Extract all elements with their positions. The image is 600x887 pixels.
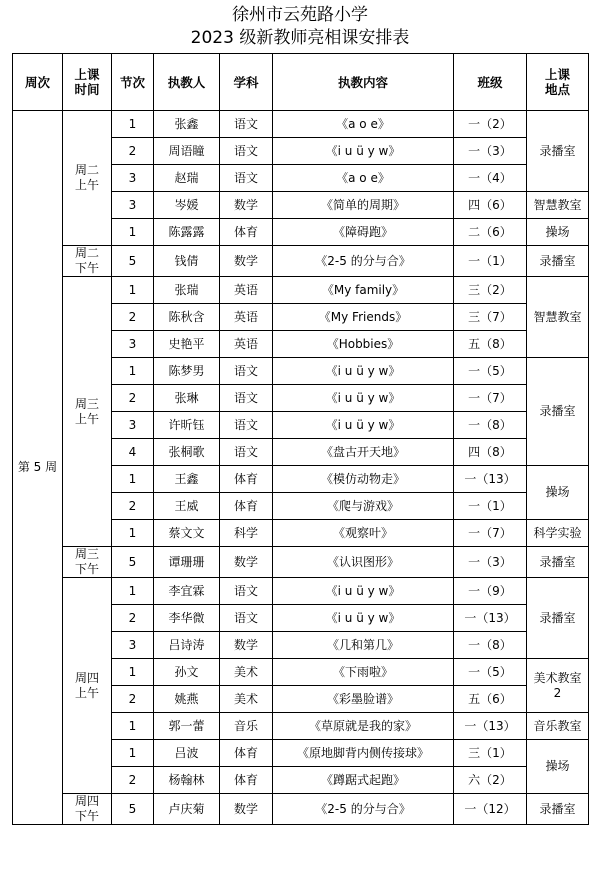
period-cell: 2 [112,138,154,165]
subject-cell: 英语 [220,277,273,304]
table-row [13,277,589,304]
content-cell: 《a o e》 [273,165,454,192]
teacher-cell: 李宜霖 [154,578,220,605]
class-cell: 一（9） [454,578,527,605]
content-cell: 《i u ü y w》 [273,412,454,439]
period-cell: 2 [112,304,154,331]
teacher-cell: 谭珊珊 [154,547,220,578]
teacher-cell: 陈梦男 [154,358,220,385]
teacher-cell: 岑媛 [154,192,220,219]
class-cell: 一（1） [454,246,527,277]
header-content: 执教内容 [273,54,454,111]
period-cell: 1 [112,466,154,493]
subject-cell: 英语 [220,304,273,331]
week-cell: 第 5 周 [13,111,63,825]
header-week: 周次 [13,54,63,111]
subject-cell: 语文 [220,412,273,439]
content-cell: 《原地脚背内侧传接球》 [273,740,454,767]
content-cell: 《几和第几》 [273,632,454,659]
content-cell: 《爬与游戏》 [273,493,454,520]
class-cell: 三（2） [454,277,527,304]
teacher-cell: 周语瞳 [154,138,220,165]
class-cell: 五（6） [454,686,527,713]
class-cell: 一（13） [454,605,527,632]
location-cell: 美术教室 2 [527,659,589,713]
location-cell: 录播室 [527,246,589,277]
period-cell: 5 [112,246,154,277]
content-cell: 《盘古开天地》 [273,439,454,466]
location-cell: 录播室 [527,578,589,659]
time-cell: 周三 上午 [63,277,112,547]
location-cell: 科学实验 [527,520,589,547]
teacher-cell: 王鑫 [154,466,220,493]
subject-cell: 数学 [220,192,273,219]
subject-cell: 语文 [220,578,273,605]
teacher-cell: 蔡文文 [154,520,220,547]
period-cell: 2 [112,767,154,794]
period-cell: 1 [112,219,154,246]
class-cell: 六（2） [454,767,527,794]
period-cell: 1 [112,659,154,686]
class-cell: 一（3） [454,547,527,578]
header-row [13,54,589,111]
teacher-cell: 张瑞 [154,277,220,304]
time-cell: 周四 上午 [63,578,112,794]
class-cell: 四（8） [454,439,527,466]
period-cell: 5 [112,794,154,825]
content-cell: 《简单的周期》 [273,192,454,219]
teacher-cell: 赵瑞 [154,165,220,192]
time-cell: 周二 下午 [63,246,112,277]
subject-cell: 语文 [220,385,273,412]
content-cell: 《草原就是我的家》 [273,713,454,740]
time-cell: 周四 下午 [63,794,112,825]
content-cell: 《Hobbies》 [273,331,454,358]
subject-cell: 美术 [220,686,273,713]
teacher-cell: 陈秋含 [154,304,220,331]
teacher-cell: 杨翰林 [154,767,220,794]
period-cell: 3 [112,192,154,219]
content-cell: 《下雨啦》 [273,659,454,686]
content-cell: 《障碍跑》 [273,219,454,246]
header-subject: 学科 [220,54,273,111]
teacher-cell: 陈露露 [154,219,220,246]
table-row [13,111,589,138]
period-cell: 1 [112,578,154,605]
period-cell: 1 [112,358,154,385]
subject-cell: 语文 [220,605,273,632]
teacher-cell: 吕诗涛 [154,632,220,659]
table-row [13,547,589,578]
location-cell: 录播室 [527,547,589,578]
content-cell: 《2-5 的分与合》 [273,794,454,825]
subject-cell: 语文 [220,165,273,192]
teacher-cell: 姚燕 [154,686,220,713]
content-cell: 《模仿动物走》 [273,466,454,493]
subject-cell: 体育 [220,493,273,520]
location-cell: 音乐教室 [527,713,589,740]
location-cell: 操场 [527,219,589,246]
period-cell: 3 [112,165,154,192]
subject-cell: 数学 [220,794,273,825]
content-cell: 《蹲踞式起跑》 [273,767,454,794]
content-cell: 《2-5 的分与合》 [273,246,454,277]
period-cell: 3 [112,412,154,439]
content-cell: 《i u ü y w》 [273,138,454,165]
class-cell: 一（13） [454,713,527,740]
content-cell: 《观察叶》 [273,520,454,547]
header-period: 节次 [112,54,154,111]
table-row [13,578,589,605]
teacher-cell: 王威 [154,493,220,520]
class-cell: 一（8） [454,412,527,439]
header-teacher: 执教人 [154,54,220,111]
class-cell: 一（1） [454,493,527,520]
table-row [13,246,589,277]
teacher-cell: 史艳平 [154,331,220,358]
class-cell: 一（5） [454,659,527,686]
teacher-cell: 李华微 [154,605,220,632]
class-cell: 一（4） [454,165,527,192]
period-cell: 4 [112,439,154,466]
period-cell: 5 [112,547,154,578]
subject-cell: 体育 [220,466,273,493]
class-cell: 三（7） [454,304,527,331]
class-cell: 一（2） [454,111,527,138]
content-cell: 《i u ü y w》 [273,385,454,412]
period-cell: 2 [112,385,154,412]
location-cell: 录播室 [527,111,589,192]
content-cell: 《认识图形》 [273,547,454,578]
subject-cell: 数学 [220,547,273,578]
class-cell: 一（3） [454,138,527,165]
teacher-cell: 吕波 [154,740,220,767]
content-cell: 《彩墨脸谱》 [273,686,454,713]
teacher-cell: 钱倩 [154,246,220,277]
period-cell: 3 [112,632,154,659]
subject-cell: 科学 [220,520,273,547]
content-cell: 《a o e》 [273,111,454,138]
class-cell: 一（13） [454,466,527,493]
location-cell: 录播室 [527,794,589,825]
teacher-cell: 张琳 [154,385,220,412]
subject-cell: 音乐 [220,713,273,740]
class-cell: 一（12） [454,794,527,825]
school-name: 徐州市云苑路小学 [232,5,368,25]
teacher-cell: 孙文 [154,659,220,686]
subject-cell: 体育 [220,767,273,794]
location-cell: 智慧教室 [527,277,589,358]
subject-cell: 美术 [220,659,273,686]
subject-cell: 语文 [220,358,273,385]
location-cell: 录播室 [527,358,589,466]
teacher-cell: 许昕钰 [154,412,220,439]
class-cell: 一（8） [454,632,527,659]
period-cell: 1 [112,277,154,304]
teacher-cell: 卢庆菊 [154,794,220,825]
subject-cell: 数学 [220,246,273,277]
time-cell: 周二 上午 [63,111,112,246]
content-cell: 《i u ü y w》 [273,578,454,605]
header-class: 班级 [454,54,527,111]
teacher-cell: 张桐歌 [154,439,220,466]
class-cell: 一（5） [454,358,527,385]
period-cell: 2 [112,686,154,713]
period-cell: 1 [112,111,154,138]
schedule-table [12,53,589,825]
class-cell: 一（7） [454,520,527,547]
content-cell: 《i u ü y w》 [273,605,454,632]
content-cell: 《i u ü y w》 [273,358,454,385]
content-cell: 《My Friends》 [273,304,454,331]
period-cell: 3 [112,331,154,358]
time-cell: 周三 下午 [63,547,112,578]
content-cell: 《My family》 [273,277,454,304]
class-cell: 五（8） [454,331,527,358]
header-time: 上课 时间 [63,54,112,111]
header-location: 上课 地点 [527,54,589,111]
class-cell: 一（7） [454,385,527,412]
subject-cell: 体育 [220,219,273,246]
teacher-cell: 郭一蕾 [154,713,220,740]
subject-cell: 语文 [220,138,273,165]
subject-cell: 语文 [220,439,273,466]
table-title: 2023 级新教师亮相课安排表 [190,28,410,48]
class-cell: 三（1） [454,740,527,767]
subject-cell: 体育 [220,740,273,767]
class-cell: 四（6） [454,192,527,219]
period-cell: 2 [112,493,154,520]
table-row [13,794,589,825]
teacher-cell: 张鑫 [154,111,220,138]
location-cell: 操场 [527,740,589,794]
subject-cell: 英语 [220,331,273,358]
period-cell: 1 [112,740,154,767]
period-cell: 1 [112,713,154,740]
location-cell: 智慧教室 [527,192,589,219]
class-cell: 二（6） [454,219,527,246]
location-cell: 操场 [527,466,589,520]
period-cell: 2 [112,605,154,632]
subject-cell: 数学 [220,632,273,659]
period-cell: 1 [112,520,154,547]
subject-cell: 语文 [220,111,273,138]
